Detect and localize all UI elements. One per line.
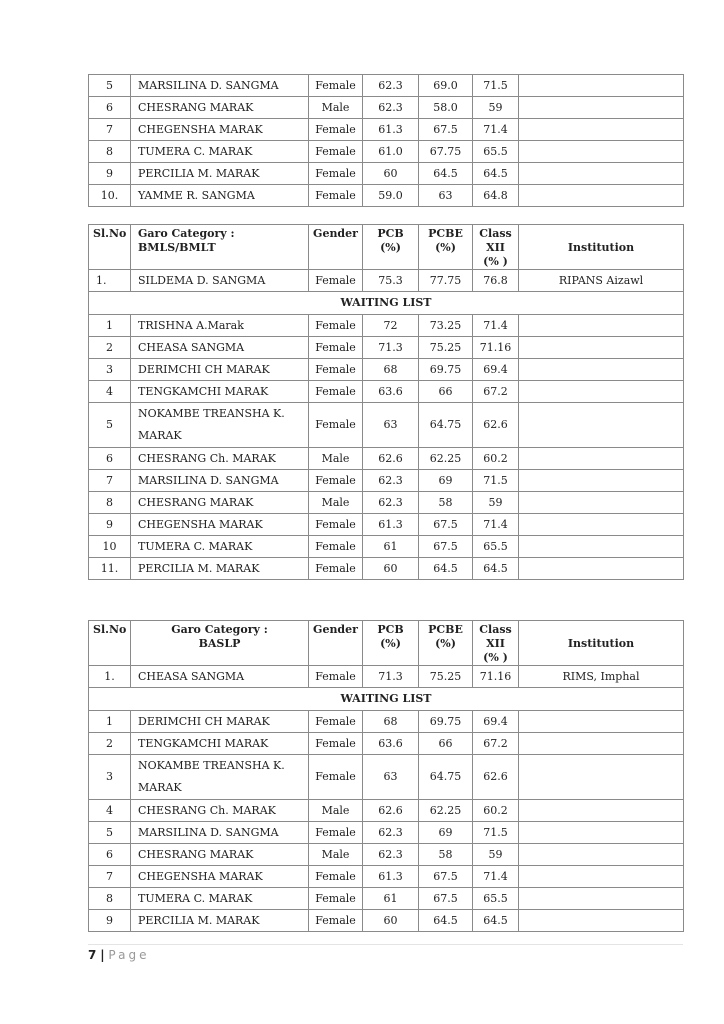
- header-sl-no: Sl.No: [89, 225, 131, 270]
- cell-pcbe: 73.25: [419, 315, 473, 337]
- cell-pcbe: 67.75: [419, 141, 473, 163]
- cell-pcbe: 75.25: [419, 666, 473, 688]
- cell-gender: Male: [309, 492, 363, 514]
- cell-sl-no: 6: [89, 97, 131, 119]
- cell-pcb: 62.3: [363, 844, 419, 866]
- cell-pcbe: 69: [419, 470, 473, 492]
- cell-sl-no: 8: [89, 141, 131, 163]
- cell-sl-no: 11.: [89, 558, 131, 580]
- cell-name: TUMERA C. MARAK: [131, 536, 309, 558]
- cell-gender: Female: [309, 185, 363, 207]
- cell-gender: Female: [309, 75, 363, 97]
- cell-sl-no: 10.: [89, 185, 131, 207]
- waiting-list-heading-row: [89, 688, 684, 711]
- cell-class-xii: 64.5: [473, 910, 519, 932]
- cell-gender: Female: [309, 888, 363, 910]
- cell-class-xii: 64.5: [473, 558, 519, 580]
- cell-pcbe: 67.5: [419, 119, 473, 141]
- cell-class-xii: 62.6: [473, 755, 519, 800]
- cell-institution: [519, 119, 684, 141]
- cell-sl-no: 5: [89, 75, 131, 97]
- table-row: [89, 403, 684, 448]
- cell-class-xii: 71.4: [473, 866, 519, 888]
- cell-pcbe: 67.5: [419, 888, 473, 910]
- table-row: [89, 888, 684, 910]
- table-row: [89, 536, 684, 558]
- cell-pcbe: 75.25: [419, 337, 473, 359]
- cell-class-xii: 67.2: [473, 381, 519, 403]
- cell-name: CHEASA SANGMA: [131, 666, 309, 688]
- header-class-xii: Class XII (% ): [473, 225, 519, 270]
- cell-gender: Female: [309, 558, 363, 580]
- cell-institution: [519, 844, 684, 866]
- continued-merit-table: [88, 74, 684, 207]
- table-row: [89, 337, 684, 359]
- cell-name: TUMERA C. MARAK: [131, 141, 309, 163]
- cell-name: NOKAMBE TREANSHA K. MARAK: [131, 403, 309, 448]
- cell-pcb: 71.3: [363, 666, 419, 688]
- cell-pcb: 62.3: [363, 470, 419, 492]
- cell-pcb: 61.3: [363, 119, 419, 141]
- cell-sl-no: 1: [89, 711, 131, 733]
- cell-pcb: 61.3: [363, 866, 419, 888]
- cell-institution: [519, 536, 684, 558]
- page-label: Page: [108, 948, 150, 962]
- cell-gender: Female: [309, 403, 363, 448]
- baslp-table: [88, 620, 684, 932]
- cell-institution: [519, 337, 684, 359]
- cell-pcbe: 62.25: [419, 800, 473, 822]
- table-row: [89, 359, 684, 381]
- cell-institution: [519, 381, 684, 403]
- cell-pcb: 62.6: [363, 800, 419, 822]
- cell-institution: [519, 163, 684, 185]
- table-row: [89, 97, 684, 119]
- cell-pcbe: 69.0: [419, 75, 473, 97]
- cell-class-xii: 76.8: [473, 270, 519, 292]
- cell-pcbe: 66: [419, 381, 473, 403]
- cell-name: PERCILIA M. MARAK: [131, 910, 309, 932]
- cell-gender: Female: [309, 359, 363, 381]
- header-category: Garo Category : BASLP: [131, 621, 309, 666]
- cell-pcb: 63.6: [363, 733, 419, 755]
- cell-gender: Female: [309, 536, 363, 558]
- cell-pcbe: 67.5: [419, 866, 473, 888]
- table-row: [89, 844, 684, 866]
- cell-sl-no: 3: [89, 359, 131, 381]
- cell-institution: [519, 733, 684, 755]
- table-row: [89, 141, 684, 163]
- cell-sl-no: 9: [89, 514, 131, 536]
- cell-gender: Female: [309, 163, 363, 185]
- cell-pcb: 62.3: [363, 97, 419, 119]
- table-row: [89, 514, 684, 536]
- table-row: [89, 381, 684, 403]
- waiting-list-heading: WAITING LIST: [89, 688, 684, 711]
- cell-class-xii: 71.16: [473, 337, 519, 359]
- cell-pcb: 75.3: [363, 270, 419, 292]
- cell-gender: Female: [309, 119, 363, 141]
- cell-pcb: 62.3: [363, 492, 419, 514]
- cell-pcb: 60: [363, 163, 419, 185]
- cell-pcbe: 67.5: [419, 536, 473, 558]
- cell-pcbe: 64.75: [419, 403, 473, 448]
- table-row: [89, 315, 684, 337]
- table-header-row: [89, 621, 684, 666]
- header-gender: Gender: [309, 225, 363, 270]
- cell-institution: [519, 514, 684, 536]
- cell-name: CHEGENSHA MARAK: [131, 514, 309, 536]
- cell-name: CHEGENSHA MARAK: [131, 119, 309, 141]
- cell-pcbe: 63: [419, 185, 473, 207]
- cell-name: YAMME R. SANGMA: [131, 185, 309, 207]
- cell-sl-no: 6: [89, 448, 131, 470]
- cell-sl-no: 7: [89, 866, 131, 888]
- cell-pcbe: 67.5: [419, 514, 473, 536]
- cell-pcb: 60: [363, 910, 419, 932]
- cell-pcbe: 58.0: [419, 97, 473, 119]
- cell-pcbe: 69: [419, 822, 473, 844]
- table-row: [89, 492, 684, 514]
- cell-institution: [519, 75, 684, 97]
- cell-name: SILDEMA D. SANGMA: [131, 270, 309, 292]
- cell-institution: [519, 315, 684, 337]
- cell-gender: Male: [309, 844, 363, 866]
- cell-institution: [519, 866, 684, 888]
- cell-name: CHESRANG Ch. MARAK: [131, 800, 309, 822]
- cell-name: MARSILINA D. SANGMA: [131, 75, 309, 97]
- cell-name: CHEGENSHA MARAK: [131, 866, 309, 888]
- cell-institution: RIPANS Aizawl: [519, 270, 684, 292]
- cell-sl-no: 7: [89, 470, 131, 492]
- cell-institution: [519, 755, 684, 800]
- cell-institution: [519, 185, 684, 207]
- cell-sl-no: 1.: [89, 270, 131, 292]
- cell-gender: Female: [309, 270, 363, 292]
- cell-name: TENGKAMCHI MARAK: [131, 733, 309, 755]
- cell-pcbe: 58: [419, 492, 473, 514]
- bmls-bmlt-table: [88, 224, 684, 580]
- footer-divider: [88, 944, 683, 945]
- cell-gender: Male: [309, 800, 363, 822]
- cell-institution: [519, 711, 684, 733]
- cell-sl-no: 2: [89, 337, 131, 359]
- cell-gender: Female: [309, 141, 363, 163]
- cell-name: TRISHNA A.Marak: [131, 315, 309, 337]
- cell-sl-no: 4: [89, 381, 131, 403]
- cell-institution: [519, 470, 684, 492]
- cell-class-xii: 71.5: [473, 75, 519, 97]
- table-header-row: [89, 225, 684, 270]
- cell-class-xii: 71.4: [473, 315, 519, 337]
- cell-pcbe: 69.75: [419, 711, 473, 733]
- cell-sl-no: 2: [89, 733, 131, 755]
- cell-name: CHESRANG MARAK: [131, 492, 309, 514]
- table-row: [89, 448, 684, 470]
- table-row: [89, 185, 684, 207]
- header-institution: Institution: [519, 621, 684, 666]
- cell-class-xii: 59: [473, 492, 519, 514]
- cell-name: PERCILIA M. MARAK: [131, 163, 309, 185]
- cell-pcb: 60: [363, 558, 419, 580]
- cell-institution: [519, 97, 684, 119]
- cell-class-xii: 69.4: [473, 359, 519, 381]
- cell-sl-no: 9: [89, 163, 131, 185]
- page-footer: [88, 948, 149, 962]
- cell-gender: Female: [309, 866, 363, 888]
- cell-name: TUMERA C. MARAK: [131, 888, 309, 910]
- cell-institution: [519, 800, 684, 822]
- table-row: [89, 163, 684, 185]
- cell-name: MARSILINA D. SANGMA: [131, 470, 309, 492]
- cell-class-xii: 71.16: [473, 666, 519, 688]
- cell-pcbe: 64.75: [419, 755, 473, 800]
- cell-gender: Female: [309, 910, 363, 932]
- header-pcbe: PCBE (%): [419, 225, 473, 270]
- selected-row: [89, 666, 684, 688]
- cell-pcb: 68: [363, 359, 419, 381]
- cell-class-xii: 69.4: [473, 711, 519, 733]
- cell-sl-no: 10: [89, 536, 131, 558]
- table-row: [89, 470, 684, 492]
- cell-pcb: 63: [363, 755, 419, 800]
- cell-sl-no: 1.: [89, 666, 131, 688]
- cell-pcb: 61: [363, 536, 419, 558]
- cell-pcbe: 66: [419, 733, 473, 755]
- cell-institution: [519, 403, 684, 448]
- cell-institution: [519, 359, 684, 381]
- cell-pcbe: 64.5: [419, 163, 473, 185]
- cell-name: CHESRANG MARAK: [131, 844, 309, 866]
- cell-pcb: 62.3: [363, 75, 419, 97]
- cell-pcb: 62.6: [363, 448, 419, 470]
- cell-gender: Female: [309, 381, 363, 403]
- cell-sl-no: 8: [89, 492, 131, 514]
- cell-name: PERCILIA M. MARAK: [131, 558, 309, 580]
- cell-gender: Female: [309, 822, 363, 844]
- cell-gender: Female: [309, 755, 363, 800]
- cell-class-xii: 59: [473, 844, 519, 866]
- cell-institution: [519, 888, 684, 910]
- cell-gender: Female: [309, 666, 363, 688]
- cell-pcb: 61.0: [363, 141, 419, 163]
- cell-pcbe: 64.5: [419, 910, 473, 932]
- waiting-list-heading: WAITING LIST: [89, 292, 684, 315]
- cell-gender: Male: [309, 97, 363, 119]
- cell-sl-no: 5: [89, 403, 131, 448]
- cell-sl-no: 3: [89, 755, 131, 800]
- cell-pcb: 71.3: [363, 337, 419, 359]
- header-pcb: PCB (%): [363, 621, 419, 666]
- cell-gender: Female: [309, 337, 363, 359]
- cell-class-xii: 71.4: [473, 514, 519, 536]
- cell-class-xii: 60.2: [473, 448, 519, 470]
- cell-class-xii: 71.5: [473, 822, 519, 844]
- cell-pcb: 68: [363, 711, 419, 733]
- cell-institution: [519, 448, 684, 470]
- cell-sl-no: 4: [89, 800, 131, 822]
- selected-row: [89, 270, 684, 292]
- cell-sl-no: 7: [89, 119, 131, 141]
- cell-gender: Female: [309, 514, 363, 536]
- cell-sl-no: 8: [89, 888, 131, 910]
- cell-gender: Female: [309, 470, 363, 492]
- cell-class-xii: 64.5: [473, 163, 519, 185]
- cell-institution: [519, 492, 684, 514]
- header-pcbe: PCBE (%): [419, 621, 473, 666]
- cell-name: MARSILINA D. SANGMA: [131, 822, 309, 844]
- cell-gender: Female: [309, 733, 363, 755]
- table-row: [89, 910, 684, 932]
- cell-class-xii: 71.4: [473, 119, 519, 141]
- footer-separator: |: [100, 948, 105, 962]
- cell-class-xii: 71.5: [473, 470, 519, 492]
- cell-pcbe: 69.75: [419, 359, 473, 381]
- cell-gender: Female: [309, 711, 363, 733]
- cell-sl-no: 9: [89, 910, 131, 932]
- header-sl-no: Sl.No: [89, 621, 131, 666]
- waiting-list-heading-row: [89, 292, 684, 315]
- table-row: [89, 75, 684, 97]
- cell-pcb: 61: [363, 888, 419, 910]
- table-row: [89, 733, 684, 755]
- header-institution: Institution: [519, 225, 684, 270]
- cell-pcb: 72: [363, 315, 419, 337]
- cell-class-xii: 65.5: [473, 888, 519, 910]
- cell-pcb: 59.0: [363, 185, 419, 207]
- cell-pcb: 63.6: [363, 381, 419, 403]
- cell-pcbe: 64.5: [419, 558, 473, 580]
- header-category: Garo Category : BMLS/BMLT: [131, 225, 309, 270]
- table-row: [89, 711, 684, 733]
- cell-pcbe: 77.75: [419, 270, 473, 292]
- cell-class-xii: 62.6: [473, 403, 519, 448]
- cell-pcb: 63: [363, 403, 419, 448]
- cell-class-xii: 67.2: [473, 733, 519, 755]
- cell-name: CHEASA SANGMA: [131, 337, 309, 359]
- table-row: [89, 755, 684, 800]
- table-row: [89, 119, 684, 141]
- cell-gender: Male: [309, 448, 363, 470]
- cell-class-xii: 65.5: [473, 536, 519, 558]
- page-number: 7: [88, 948, 97, 962]
- cell-institution: RIMS, Imphal: [519, 666, 684, 688]
- cell-class-xii: 64.8: [473, 185, 519, 207]
- table-row: [89, 866, 684, 888]
- cell-name: DERIMCHI CH MARAK: [131, 359, 309, 381]
- cell-class-xii: 65.5: [473, 141, 519, 163]
- header-pcb: PCB (%): [363, 225, 419, 270]
- cell-pcb: 62.3: [363, 822, 419, 844]
- cell-institution: [519, 558, 684, 580]
- cell-name: DERIMCHI CH MARAK: [131, 711, 309, 733]
- table-row: [89, 800, 684, 822]
- cell-sl-no: 5: [89, 822, 131, 844]
- header-class-xii: Class XII (% ): [473, 621, 519, 666]
- cell-class-xii: 59: [473, 97, 519, 119]
- cell-name: NOKAMBE TREANSHA K. MARAK: [131, 755, 309, 800]
- cell-pcbe: 58: [419, 844, 473, 866]
- cell-pcb: 61.3: [363, 514, 419, 536]
- cell-name: TENGKAMCHI MARAK: [131, 381, 309, 403]
- cell-class-xii: 60.2: [473, 800, 519, 822]
- cell-institution: [519, 141, 684, 163]
- cell-institution: [519, 822, 684, 844]
- table-row: [89, 558, 684, 580]
- cell-name: CHESRANG Ch. MARAK: [131, 448, 309, 470]
- table-row: [89, 822, 684, 844]
- cell-sl-no: 6: [89, 844, 131, 866]
- cell-pcbe: 62.25: [419, 448, 473, 470]
- header-gender: Gender: [309, 621, 363, 666]
- cell-sl-no: 1: [89, 315, 131, 337]
- cell-name: CHESRANG MARAK: [131, 97, 309, 119]
- cell-institution: [519, 910, 684, 932]
- cell-gender: Female: [309, 315, 363, 337]
